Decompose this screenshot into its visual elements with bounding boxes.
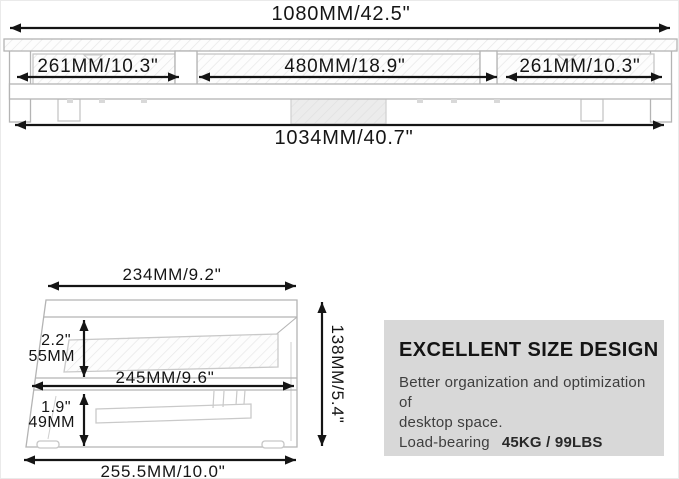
front-view-drawing: [4, 39, 677, 124]
front-right-divider: [480, 51, 497, 85]
info-line-2: desktop space.: [399, 414, 503, 431]
dim-middle-depth: 245MM/9.6": [115, 368, 215, 387]
front-left-divider: [175, 51, 197, 85]
dim-top-depth: 234MM/9.2": [122, 265, 222, 284]
dim-total-height: 138MM/5.4": [327, 324, 347, 424]
dim-base-width: 1034MM/40.7": [274, 127, 414, 149]
dim-lower-clearance-inch: 1.9": [41, 399, 71, 416]
dim-overall-width: 1080MM/42.5": [271, 3, 411, 25]
dim-right-section: 261MM/10.3": [519, 56, 641, 77]
load-bearing-row: [399, 433, 649, 453]
side-left-foot: [37, 441, 59, 448]
dim-upper-clearance-mm: 55MM: [28, 348, 75, 365]
dim-center-section: 480MM/18.9": [284, 56, 406, 77]
info-title: EXCELLENT SIZE DESIGN: [399, 339, 659, 361]
info-panel: [384, 320, 664, 456]
side-shelf-board: [64, 334, 278, 372]
dim-base-depth: 255.5MM/10.0": [100, 462, 226, 479]
front-rail: [10, 84, 672, 99]
load-bearing-label: Load-bearing: [399, 434, 490, 451]
dim-upper-clearance-inch: 2.2": [41, 332, 71, 349]
dim-lower-clearance-mm: 49MM: [28, 414, 75, 431]
front-middle-support-block: [291, 98, 386, 124]
info-line-1: Better organization and optimization of: [399, 374, 646, 411]
front-top-shelf: [4, 39, 677, 51]
load-bearing-value: 45KG / 99LBS: [501, 434, 603, 451]
side-right-foot: [262, 441, 284, 448]
dim-left-section: 261MM/10.3": [37, 56, 159, 77]
front-right-inner-leg: [581, 99, 603, 121]
